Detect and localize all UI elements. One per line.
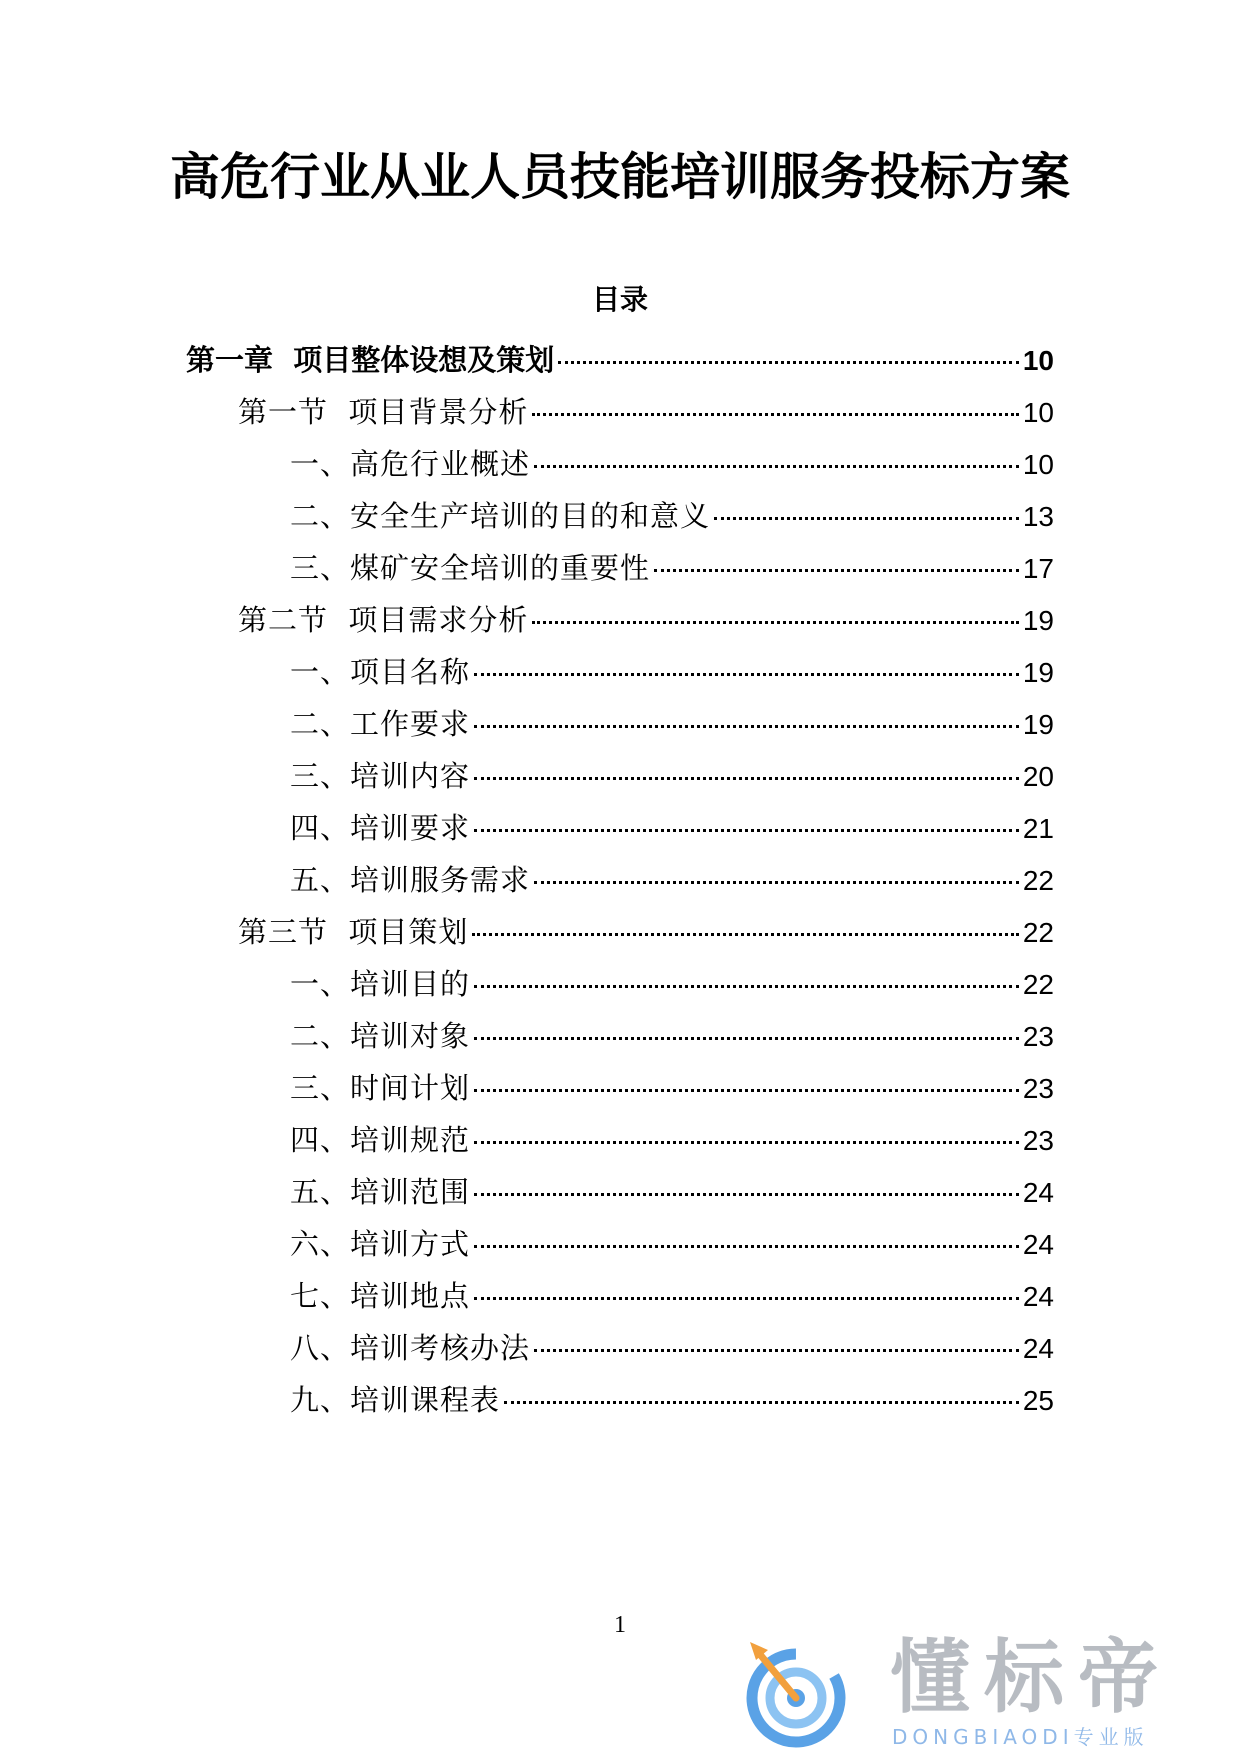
toc-entry-label: 四、培训要求 <box>290 811 471 845</box>
toc-entry-label: 三、时间计划 <box>290 1071 471 1105</box>
toc-subsection-entry[interactable] <box>290 964 1054 1004</box>
toc-entry-label: 第一章 项目整体设想及策划 <box>186 343 555 377</box>
toc-entry-page: 23 <box>1022 1073 1054 1104</box>
toc-entry-page: 13 <box>1022 501 1054 532</box>
toc-entry-page: 24 <box>1022 1229 1054 1260</box>
toc-subsection-entry[interactable] <box>290 1328 1054 1368</box>
toc-heading: 目录 <box>591 283 648 316</box>
toc-dot-leader <box>474 1193 1019 1196</box>
toc-entry-label: 五、培训服务需求 <box>290 863 531 897</box>
toc-dot-leader <box>714 517 1019 520</box>
toc-dot-leader <box>474 777 1019 780</box>
toc-subsection-entry[interactable] <box>290 1120 1054 1160</box>
toc-subsection-entry[interactable] <box>290 808 1054 848</box>
toc-entry-page: 19 <box>1022 657 1054 688</box>
toc-entry-page: 19 <box>1022 709 1054 740</box>
toc-dot-leader <box>474 985 1019 988</box>
toc-entry-page: 24 <box>1022 1333 1054 1364</box>
toc-dot-leader <box>532 621 1018 624</box>
toc-entry-page: 22 <box>1022 917 1054 948</box>
target-arrow-icon <box>740 1636 860 1748</box>
toc-dot-leader <box>532 413 1018 416</box>
toc-subsection-entry[interactable] <box>290 1016 1054 1056</box>
toc-entry-page: 10 <box>1022 397 1054 428</box>
toc-entry-page: 22 <box>1022 969 1054 1000</box>
toc-entry-page: 17 <box>1022 553 1054 584</box>
toc-entry-label: 二、工作要求 <box>290 707 471 741</box>
toc-entry-page: 10 <box>1022 449 1054 480</box>
page-number: 1 <box>614 1612 626 1638</box>
toc-entry-label: 一、培训目的 <box>290 967 471 1001</box>
toc-entry-page: 22 <box>1022 865 1054 896</box>
toc-entry-label: 四、培训规范 <box>290 1123 471 1157</box>
toc-entry-page: 24 <box>1022 1281 1054 1312</box>
toc-entry-label: 九、培训课程表 <box>290 1383 501 1417</box>
toc-subsection-entry[interactable] <box>290 496 1054 536</box>
toc-entry-page: 23 <box>1022 1021 1054 1052</box>
toc-subsection-entry[interactable] <box>290 756 1054 796</box>
toc-entry-page: 25 <box>1022 1385 1054 1416</box>
toc-entry-label: 七、培训地点 <box>290 1279 471 1313</box>
toc-entry-label: 第二节 项目需求分析 <box>238 603 529 637</box>
toc-chapter-entry[interactable] <box>186 340 1054 380</box>
toc-dot-leader <box>504 1401 1019 1404</box>
toc-entry-label: 第三节 项目策划 <box>238 915 469 949</box>
toc-dot-leader <box>472 933 1018 936</box>
toc-section-entry[interactable] <box>238 392 1054 432</box>
toc-dot-leader <box>474 725 1019 728</box>
toc-entry-label: 第一节 项目背景分析 <box>238 395 529 429</box>
toc-entry-page: 10 <box>1022 345 1054 376</box>
toc-subsection-entry[interactable] <box>290 1224 1054 1264</box>
toc-dot-leader <box>534 1349 1019 1352</box>
toc-entry-label: 一、项目名称 <box>290 655 471 689</box>
toc-entry-label: 八、培训考核办法 <box>290 1331 531 1365</box>
toc-entry-label: 二、安全生产培训的目的和意义 <box>290 499 711 533</box>
toc-dot-leader <box>534 465 1019 468</box>
toc-entry-label: 三、煤矿安全培训的重要性 <box>290 551 651 585</box>
toc-entry-label: 六、培训方式 <box>290 1227 471 1261</box>
toc-section-entry[interactable] <box>238 912 1054 952</box>
watermark-brand: 懂标帝 <box>890 1631 1172 1724</box>
watermark-subtitle: DONGBIAODI专业版 <box>892 1725 1149 1749</box>
toc-entry-page: 19 <box>1022 605 1054 636</box>
toc-entry-page: 21 <box>1022 813 1054 844</box>
toc-dot-leader <box>474 1141 1019 1144</box>
toc-dot-leader <box>558 361 1019 364</box>
toc-dot-leader <box>654 569 1019 572</box>
toc-dot-leader <box>474 1089 1019 1092</box>
toc-dot-leader <box>474 1037 1019 1040</box>
toc-entry-label: 二、培训对象 <box>290 1019 471 1053</box>
toc-entry-page: 24 <box>1022 1177 1054 1208</box>
toc-dot-leader <box>474 1245 1019 1248</box>
toc-entry-label: 五、培训范围 <box>290 1175 471 1209</box>
toc-subsection-entry[interactable] <box>290 860 1054 900</box>
toc-subsection-entry[interactable] <box>290 548 1054 588</box>
toc-dot-leader <box>534 881 1019 884</box>
toc-section-entry[interactable] <box>238 600 1054 640</box>
toc-dot-leader <box>474 673 1019 676</box>
toc-entry-label: 三、培训内容 <box>290 759 471 793</box>
toc-subsection-entry[interactable] <box>290 1380 1054 1420</box>
toc-entry-page: 20 <box>1022 761 1054 792</box>
toc-dot-leader <box>474 1297 1019 1300</box>
toc-subsection-entry[interactable] <box>290 1276 1054 1316</box>
toc-dot-leader <box>474 829 1019 832</box>
watermark <box>740 1631 1220 1749</box>
toc-subsection-entry[interactable] <box>290 444 1054 484</box>
toc-entry-page: 23 <box>1022 1125 1054 1156</box>
toc-entry-label: 一、高危行业概述 <box>290 447 531 481</box>
document-title: 高危行业从业人员技能培训服务投标方案 <box>170 148 1070 206</box>
toc-subsection-entry[interactable] <box>290 1068 1054 1108</box>
toc-subsection-entry[interactable] <box>290 704 1054 744</box>
toc-subsection-entry[interactable] <box>290 1172 1054 1212</box>
toc-subsection-entry[interactable] <box>290 652 1054 692</box>
